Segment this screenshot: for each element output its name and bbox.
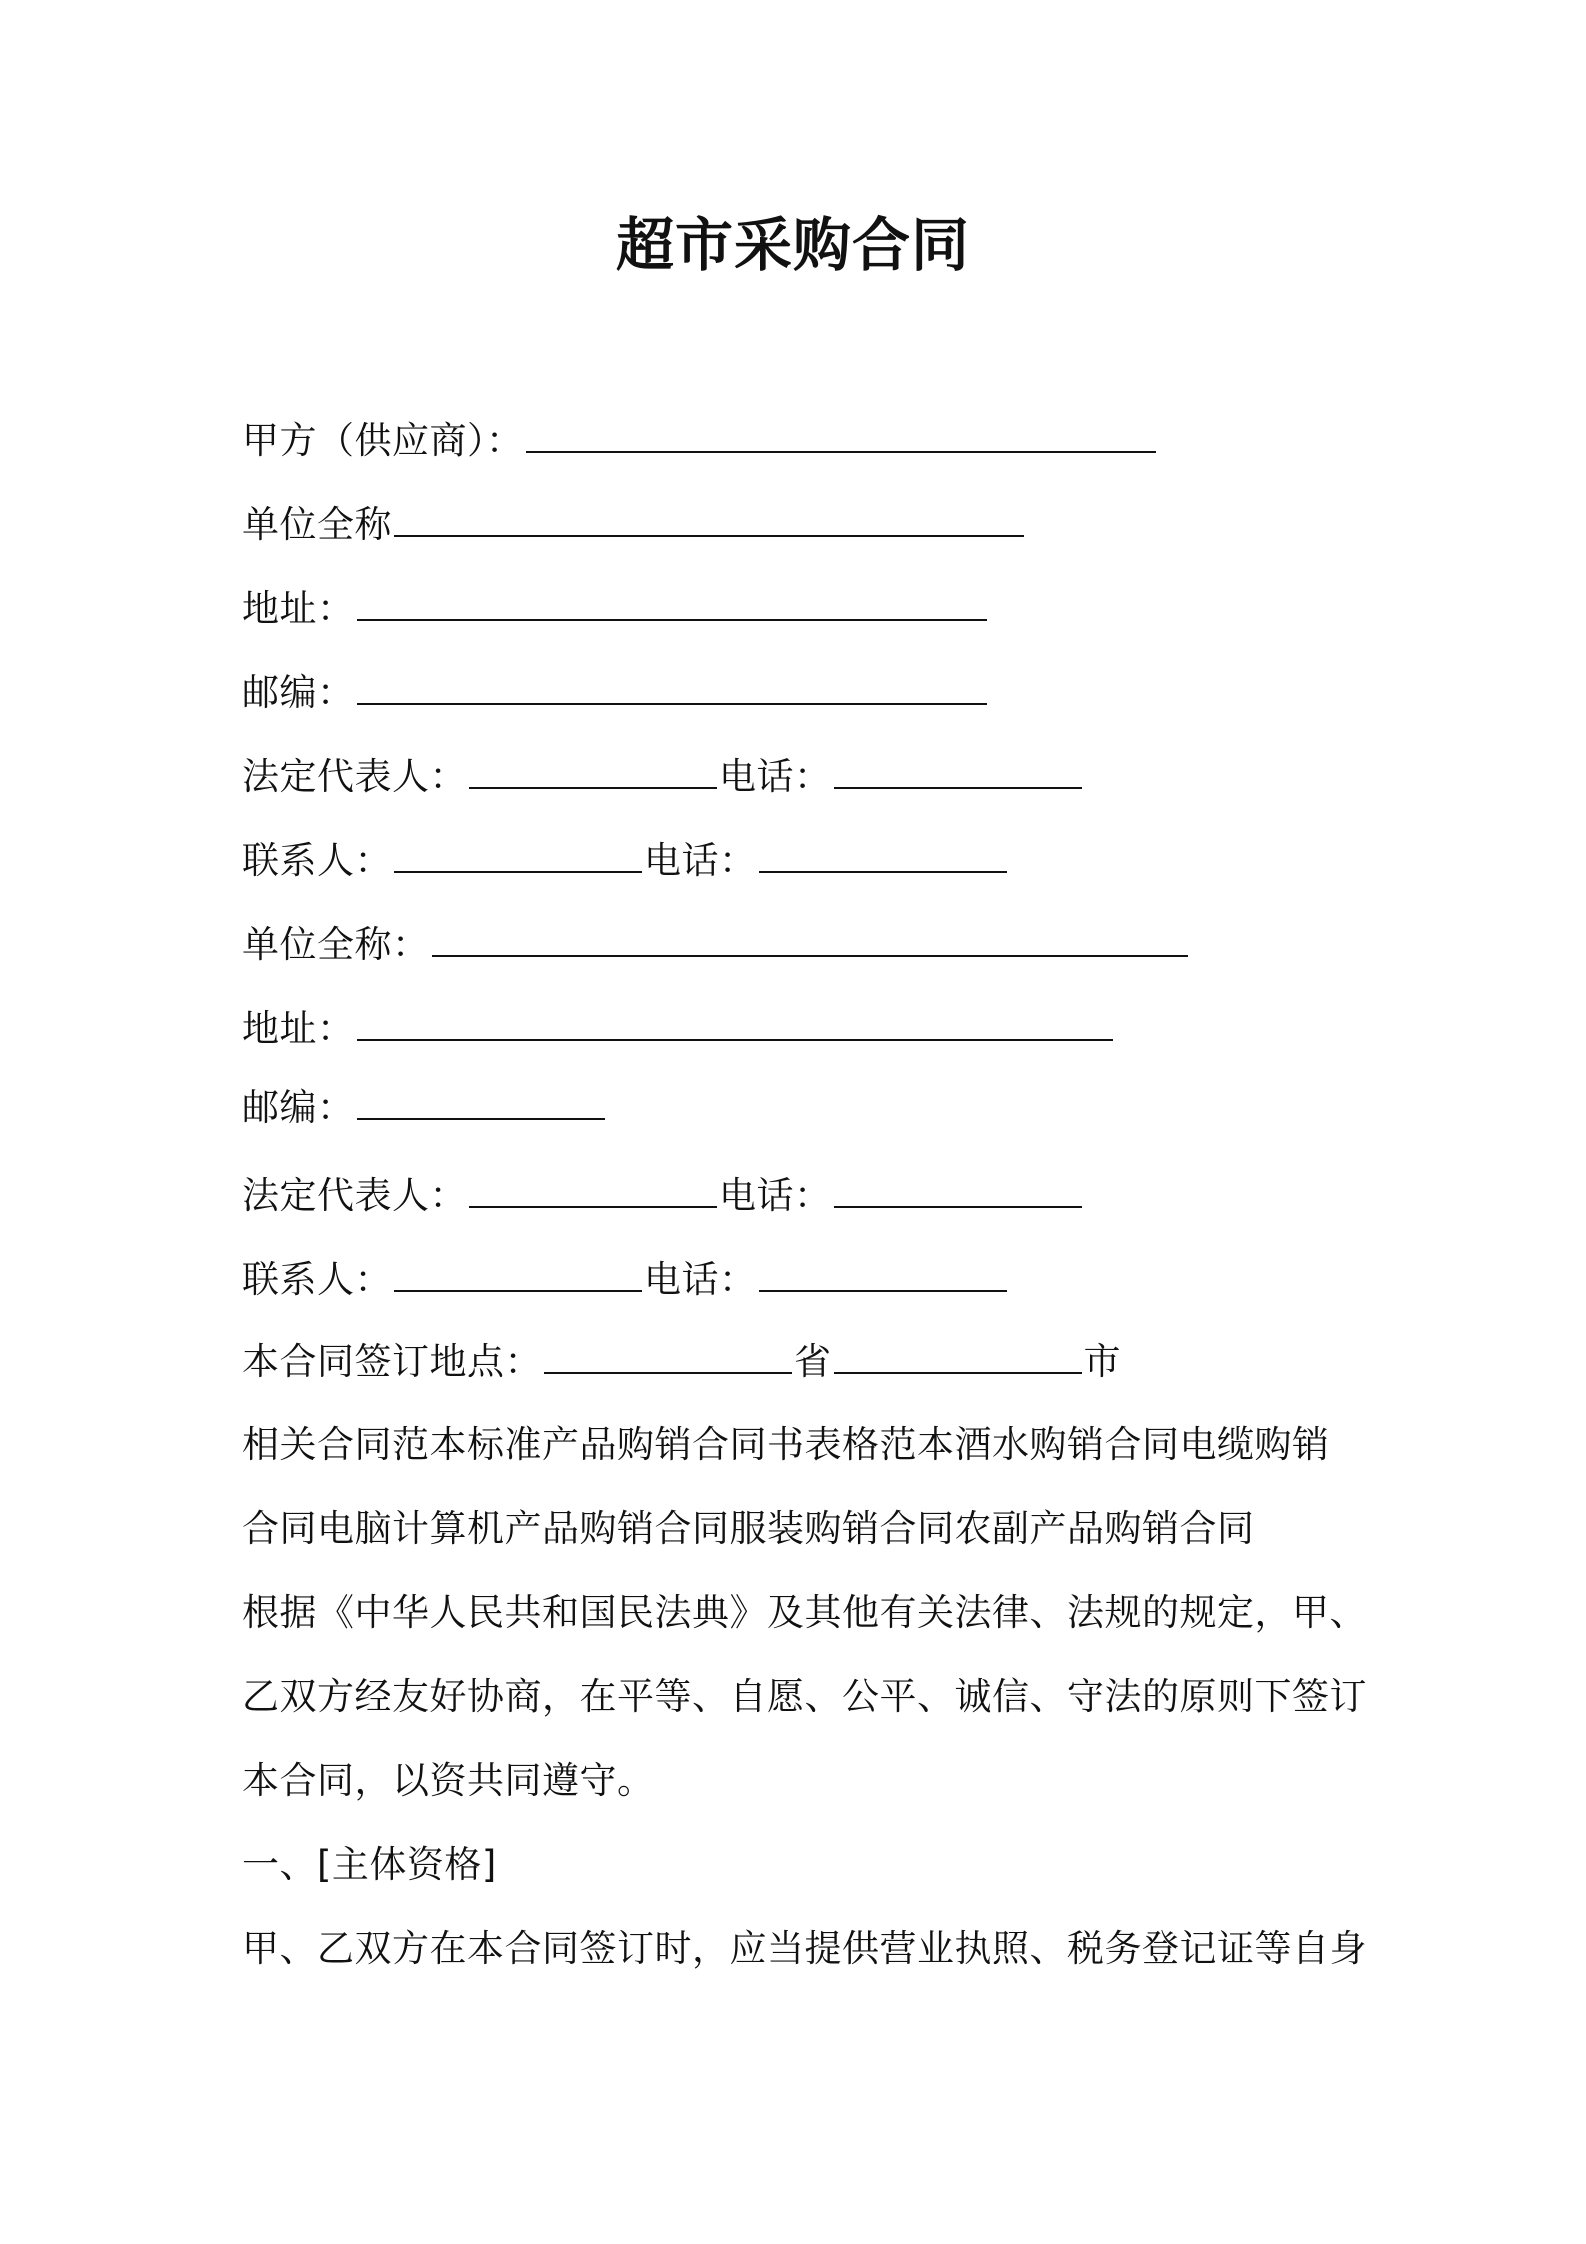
party-a-label: 甲方（供应商）： xyxy=(242,419,524,462)
party-a-contact-label: 联系人： xyxy=(242,839,392,882)
signing-place-label: 本合同签订地点： xyxy=(242,1340,542,1383)
party-a-postcode-blank[interactable] xyxy=(357,667,987,705)
party-b-contact-line xyxy=(242,1254,1009,1305)
party-a-line xyxy=(242,415,1158,466)
party-a-contact-phone-blank[interactable] xyxy=(759,835,1007,873)
party-b-address-label: 地址： xyxy=(242,1007,355,1050)
party-a-address-line xyxy=(242,583,989,634)
section-1-text: 甲、乙双方在本合同签订时，应当提供营业执照、税务登记证等自身 xyxy=(242,1927,1367,1970)
party-a-contact-line xyxy=(242,835,1009,886)
section-1-heading: 一、[主体资格] xyxy=(242,1843,497,1886)
party-b-legal-rep-line xyxy=(242,1170,1084,1221)
party-b-full-name-line xyxy=(242,919,1190,970)
party-b-full-name-blank[interactable] xyxy=(432,919,1188,957)
related-contracts-line-2: 合同电脑计算机产品购销合同服装购销合同农副产品购销合同 xyxy=(242,1507,1255,1550)
signing-province-blank[interactable] xyxy=(544,1336,792,1374)
party-b-full-name-label: 单位全称： xyxy=(242,923,430,966)
signing-city-label: 市 xyxy=(1083,1340,1121,1383)
party-a-legal-phone-blank[interactable] xyxy=(834,751,1082,789)
party-b-address-blank[interactable] xyxy=(357,1003,1113,1041)
party-b-legal-phone-label: 电话： xyxy=(719,1174,832,1217)
party-b-postcode-label: 邮编： xyxy=(242,1086,355,1129)
party-b-legal-rep-label: 法定代表人： xyxy=(242,1174,467,1217)
party-a-address-label: 地址： xyxy=(242,587,355,630)
party-a-contact-blank[interactable] xyxy=(394,835,642,873)
party-a-postcode-line xyxy=(242,667,989,718)
party-b-contact-phone-label: 电话： xyxy=(644,1258,757,1301)
preamble-line-3: 本合同，以资共同遵守。 xyxy=(242,1759,655,1802)
party-a-full-name-line xyxy=(242,499,1026,550)
party-a-contact-phone-label: 电话： xyxy=(644,839,757,882)
party-a-legal-phone-label: 电话： xyxy=(719,755,832,798)
party-a-full-name-blank[interactable] xyxy=(394,499,1024,537)
signing-city-blank[interactable] xyxy=(834,1336,1082,1374)
party-b-contact-label: 联系人： xyxy=(242,1258,392,1301)
party-b-contact-phone-blank[interactable] xyxy=(759,1254,1007,1292)
party-b-postcode-line xyxy=(242,1082,607,1133)
party-b-legal-rep-blank[interactable] xyxy=(469,1170,717,1208)
party-a-full-name-label: 单位全称 xyxy=(242,503,392,546)
party-a-address-blank[interactable] xyxy=(357,583,987,621)
party-b-legal-phone-blank[interactable] xyxy=(834,1170,1082,1208)
page-title: 超市采购合同 xyxy=(615,211,970,279)
signing-province-label: 省 xyxy=(794,1340,832,1383)
party-a-legal-rep-blank[interactable] xyxy=(469,751,717,789)
party-a-legal-rep-label: 法定代表人： xyxy=(242,755,467,798)
signing-place-line xyxy=(242,1336,1121,1387)
preamble-line-1: 根据《中华人民共和国民法典》及其他有关法律、法规的规定，甲、 xyxy=(242,1591,1367,1634)
party-b-postcode-blank[interactable] xyxy=(357,1082,605,1120)
party-b-contact-blank[interactable] xyxy=(394,1254,642,1292)
preamble-line-2: 乙双方经友好协商，在平等、自愿、公平、诚信、守法的原则下签订 xyxy=(242,1675,1367,1718)
party-a-blank[interactable] xyxy=(526,415,1156,453)
party-a-legal-rep-line xyxy=(242,751,1084,802)
related-contracts-line-1: 相关合同范本标准产品购销合同书表格范本酒水购销合同电缆购销 xyxy=(242,1423,1330,1466)
party-b-address-line xyxy=(242,1003,1115,1054)
party-a-postcode-label: 邮编： xyxy=(242,671,355,714)
